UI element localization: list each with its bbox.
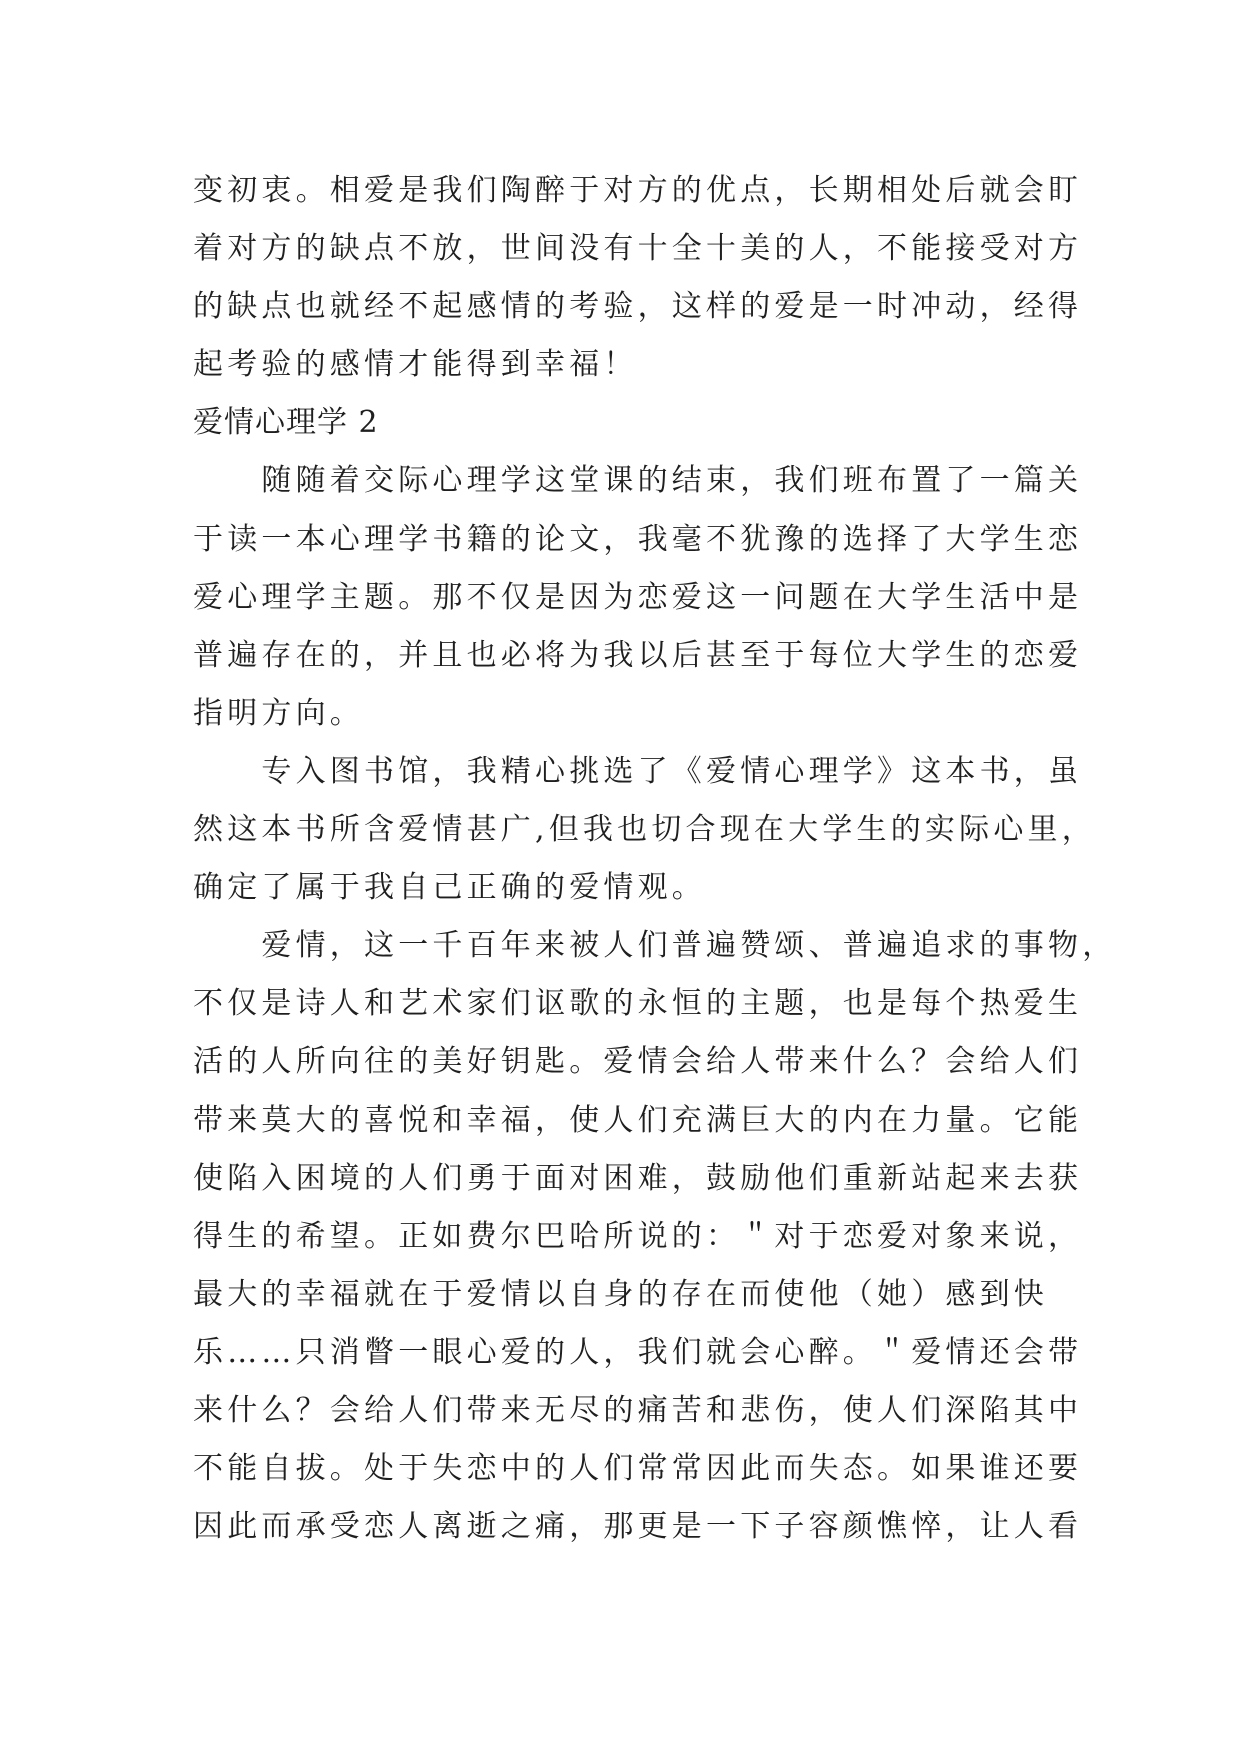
text-line: 于读一本心理学书籍的论文，我毫不犹豫的选择了大学生恋 — [193, 521, 1083, 557]
text-line: 然这本书所含爱情甚广,但我也切合现在大学生的实际心里， — [193, 812, 1096, 848]
text-line: 得生的希望。正如费尔巴哈所说的：＂对于恋爱对象来说， — [193, 1218, 1083, 1254]
section-heading: 爱情心理学 2 — [193, 405, 379, 441]
text-line: 专入图书馆，我精心挑选了《爱情心理学》这本书，虽 — [193, 753, 1083, 789]
text-line: 因此而承受恋人离逝之痛，那更是一下子容颜憔悴，让人看 — [193, 1509, 1083, 1545]
text-line: 变初衷。相爱是我们陶醉于对方的优点，长期相处后就会盯 — [193, 173, 1083, 208]
text-line: 确定了属于我自己正确的爱情观。 — [193, 870, 706, 906]
text-line: 活的人所向往的美好钥匙。爱情会给人带来什么？会给人们 — [193, 1044, 1083, 1080]
text-line: 爱情，这一千百年来被人们普遍赞颂、普遍追求的事物， — [193, 928, 1117, 964]
text-line: 的缺点也就经不起感情的考验，这样的爱是一时冲动，经得 — [193, 289, 1083, 325]
text-line: 带来莫大的喜悦和幸福，使人们充满巨大的内在力量。它能 — [193, 1102, 1083, 1138]
text-line: 着对方的缺点不放，世间没有十全十美的人，不能接受对方 — [193, 231, 1083, 267]
text-line: 最大的幸福就在于爱情以自身的存在而使他（她）感到快 — [193, 1276, 1048, 1312]
text-line: 爱心理学主题。那不仅是因为恋爱这一问题在大学生活中是 — [193, 579, 1083, 615]
text-line: 随随着交际心理学这堂课的结束，我们班布置了一篇关 — [193, 463, 1083, 499]
body-text — [193, 162, 1117, 1556]
text-line: 使陷入困境的人们勇于面对困难，鼓励他们重新站起来去获 — [193, 1160, 1083, 1196]
text-line: 普遍存在的，并且也必将为我以后甚至于每位大学生的恋爱 — [193, 637, 1083, 673]
text-line: 起考验的感情才能得到幸福！ — [193, 347, 638, 383]
text-line: 不仅是诗人和艺术家们讴歌的永恒的主题，也是每个热爱生 — [193, 986, 1083, 1022]
text-line: 不能自拔。处于失恋中的人们常常因此而失态。如果谁还要 — [193, 1451, 1083, 1487]
text-line: 指明方向。 — [193, 695, 364, 731]
text-line: 乐……只消瞥一眼心爱的人，我们就会心醉。＂爱情还会带 — [193, 1334, 1083, 1370]
text-line: 来什么？会给人们带来无尽的痛苦和悲伤，使人们深陷其中 — [193, 1392, 1083, 1428]
